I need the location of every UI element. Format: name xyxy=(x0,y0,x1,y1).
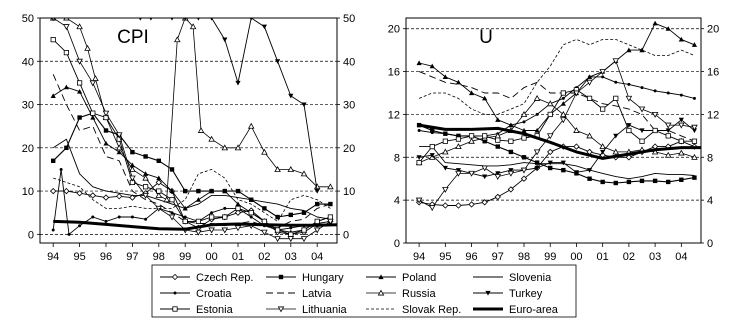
y-tick-label: 0 xyxy=(27,229,34,242)
data-point xyxy=(64,188,69,193)
data-point xyxy=(157,159,161,163)
data-point xyxy=(509,124,512,127)
cpi-series-hungary-line xyxy=(53,113,330,217)
data-point xyxy=(614,81,617,84)
cpi-series-lithuania-line xyxy=(53,18,330,239)
cpi-series-russia xyxy=(51,15,333,201)
data-point xyxy=(693,97,696,100)
y-tick-label: 8 xyxy=(393,152,400,165)
data-point xyxy=(614,181,618,185)
data-point xyxy=(548,101,553,106)
legend-label: Czech Rep. xyxy=(196,272,254,284)
data-point xyxy=(143,175,148,180)
data-point xyxy=(91,111,95,115)
data-point xyxy=(103,141,108,146)
data-point xyxy=(600,107,604,111)
chart-title: CPI xyxy=(117,27,149,48)
y-tick-label: 30 xyxy=(343,99,356,112)
y-tick-label: 4 xyxy=(707,195,714,208)
data-point xyxy=(443,203,448,208)
data-point xyxy=(561,91,565,95)
data-point xyxy=(456,137,460,141)
data-point xyxy=(548,166,552,170)
data-point xyxy=(666,134,670,138)
data-point xyxy=(561,168,565,172)
data-point xyxy=(51,93,56,98)
data-point xyxy=(184,216,187,219)
legend-label: Russia xyxy=(402,288,436,300)
data-point xyxy=(522,155,526,159)
data-point xyxy=(315,219,319,223)
data-point xyxy=(85,46,90,51)
x-tick-label: 04 xyxy=(675,251,688,263)
data-point xyxy=(443,139,447,143)
data-point xyxy=(522,136,526,140)
data-point xyxy=(131,216,134,219)
data-point xyxy=(78,224,81,227)
cpi-series-russia-line xyxy=(53,18,330,200)
data-point xyxy=(250,216,253,219)
data-point xyxy=(262,206,266,210)
cpi-series-slovenia xyxy=(53,139,330,219)
data-point xyxy=(170,198,174,202)
x-tick-label: 96 xyxy=(465,251,478,263)
y-tick-label: 8 xyxy=(707,152,714,165)
x-tick-label: 00 xyxy=(205,251,218,263)
x-tick-label: 02 xyxy=(258,251,271,263)
y-tick-label: 40 xyxy=(343,56,356,69)
y-tick-label: 20 xyxy=(343,142,356,155)
data-point xyxy=(183,219,187,223)
x-tick-label: 99 xyxy=(544,251,557,263)
data-point xyxy=(417,160,421,164)
cpi-series-poland-line xyxy=(53,87,330,232)
data-point xyxy=(640,179,644,183)
cpi-series-latvia xyxy=(53,74,330,228)
x-tick-label: 99 xyxy=(179,251,192,263)
data-point xyxy=(417,60,422,65)
data-point xyxy=(496,138,500,142)
data-point xyxy=(627,83,630,86)
data-point xyxy=(130,150,134,154)
x-tick-label: 03 xyxy=(284,251,297,263)
legend-label: Poland xyxy=(402,272,437,284)
legend-label: Latvia xyxy=(302,288,332,300)
data-point xyxy=(60,168,63,171)
data-point xyxy=(289,213,293,217)
y-tick-label: 50 xyxy=(343,13,356,25)
chart-title: U xyxy=(479,27,493,48)
plot-frame xyxy=(40,18,337,243)
cpi-series-lithuania xyxy=(51,16,333,241)
data-point xyxy=(175,37,180,42)
data-point xyxy=(196,219,200,223)
data-point xyxy=(64,25,69,30)
x-tick-label: 95 xyxy=(73,251,86,263)
y-tick-label: 10 xyxy=(21,186,34,199)
legend-label: Croatia xyxy=(196,288,232,300)
data-point xyxy=(77,81,81,85)
data-point xyxy=(302,228,306,232)
y-tick-label: 20 xyxy=(21,142,34,155)
data-point xyxy=(495,174,500,179)
legend-marker xyxy=(173,307,177,311)
data-point xyxy=(328,202,332,206)
data-point xyxy=(210,211,213,214)
data-point xyxy=(90,81,95,86)
data-point xyxy=(640,139,644,143)
data-point xyxy=(52,229,55,232)
data-point xyxy=(183,189,187,193)
data-point xyxy=(431,131,434,134)
x-tick-label: 01 xyxy=(596,251,609,263)
data-point xyxy=(588,75,591,78)
data-point xyxy=(679,178,683,182)
data-point xyxy=(198,128,203,133)
x-tick-label: 98 xyxy=(517,251,531,263)
data-point xyxy=(90,193,95,198)
legend-marker xyxy=(279,275,283,279)
data-point xyxy=(288,94,293,99)
data-point xyxy=(77,24,82,29)
data-point xyxy=(654,89,657,92)
cpi-series-euro-area-line xyxy=(53,221,337,229)
data-point xyxy=(456,144,461,149)
data-point xyxy=(236,189,240,193)
legend-label: Slovak Rep. xyxy=(402,304,462,316)
legend-label: Lithuania xyxy=(302,304,347,316)
data-point xyxy=(143,154,147,158)
data-point xyxy=(235,81,240,86)
data-point xyxy=(117,194,122,199)
data-point xyxy=(653,179,657,183)
data-point xyxy=(509,139,513,143)
data-point xyxy=(196,189,200,193)
x-tick-label: 97 xyxy=(491,251,504,263)
data-point xyxy=(469,202,474,207)
y-tick-label: 16 xyxy=(387,66,400,79)
data-point xyxy=(548,112,552,116)
data-point xyxy=(587,96,591,100)
data-point xyxy=(249,124,254,129)
data-point xyxy=(692,175,696,179)
y-tick-label: 12 xyxy=(387,109,400,122)
data-point xyxy=(51,37,55,41)
data-point xyxy=(64,146,68,150)
data-point xyxy=(289,232,293,236)
data-point xyxy=(222,38,227,43)
data-point xyxy=(223,215,227,219)
cpi-series-poland xyxy=(51,85,333,235)
data-point xyxy=(562,97,565,100)
cpi-series-slovenia-line xyxy=(53,139,330,219)
legend-label: Estonia xyxy=(196,304,233,316)
panel-cpi xyxy=(22,13,356,263)
data-point xyxy=(418,129,421,132)
data-point xyxy=(535,160,539,164)
data-point xyxy=(496,144,500,148)
x-tick-label: 94 xyxy=(47,251,60,263)
x-tick-label: 03 xyxy=(648,251,662,263)
data-point xyxy=(315,228,320,233)
data-point xyxy=(639,107,644,112)
data-point xyxy=(679,139,683,143)
data-point xyxy=(77,115,81,119)
data-point xyxy=(614,96,618,100)
data-point xyxy=(430,206,435,211)
data-point xyxy=(223,207,226,210)
y-tick-label: 10 xyxy=(343,186,356,199)
data-point xyxy=(275,228,279,232)
x-tick-label: 02 xyxy=(622,251,636,263)
data-point xyxy=(679,150,684,155)
legend xyxy=(152,265,576,317)
data-point xyxy=(627,128,631,132)
data-point xyxy=(456,203,461,208)
legend-label: Slovenia xyxy=(509,272,552,284)
legend-label: Turkey xyxy=(509,288,543,300)
y-tick-label: 0 xyxy=(343,229,350,242)
cpi-series-latvia-line xyxy=(53,74,330,228)
data-point xyxy=(118,216,121,219)
y-tick-label: 12 xyxy=(707,109,720,122)
data-point xyxy=(523,120,526,123)
series-layer xyxy=(51,15,337,241)
y-tick-label: 0 xyxy=(707,238,714,250)
y-tick-label: 20 xyxy=(707,23,720,36)
x-tick-label: 04 xyxy=(311,251,324,263)
data-point xyxy=(430,144,434,148)
data-point xyxy=(64,50,68,54)
data-point xyxy=(249,211,253,215)
data-point xyxy=(262,150,267,155)
data-point xyxy=(482,174,487,179)
data-point xyxy=(627,180,631,184)
data-point xyxy=(143,185,147,189)
data-point xyxy=(509,150,513,154)
data-point xyxy=(587,133,592,138)
data-point xyxy=(601,75,604,78)
data-point xyxy=(51,159,55,163)
data-point xyxy=(196,197,201,202)
data-point xyxy=(315,202,319,206)
data-point xyxy=(104,128,108,132)
data-point xyxy=(157,189,161,193)
data-point xyxy=(482,166,487,171)
data-point xyxy=(535,96,540,101)
data-point xyxy=(105,220,108,223)
data-point xyxy=(680,94,683,97)
data-point xyxy=(536,113,539,116)
y-tick-label: 16 xyxy=(707,66,720,79)
x-tick-label: 95 xyxy=(439,251,452,263)
data-point xyxy=(692,139,696,143)
y-tick-label: 20 xyxy=(387,23,400,36)
panel-u xyxy=(388,18,720,263)
data-point xyxy=(51,188,56,193)
data-point xyxy=(262,219,266,223)
data-point xyxy=(170,167,174,171)
data-point xyxy=(587,177,591,181)
legend-marker xyxy=(174,292,177,295)
x-tick-label: 96 xyxy=(99,251,113,263)
x-tick-label: 01 xyxy=(231,251,245,263)
data-point xyxy=(666,180,670,184)
data-point xyxy=(236,206,240,210)
data-point xyxy=(68,233,71,236)
data-point xyxy=(482,134,486,138)
data-point xyxy=(667,92,670,95)
y-tick-label: 30 xyxy=(21,99,34,112)
data-point xyxy=(600,180,604,184)
y-tick-label: 40 xyxy=(21,56,34,69)
series-layer xyxy=(417,21,701,210)
data-point xyxy=(641,86,644,89)
x-tick-label: 94 xyxy=(412,251,426,263)
data-point xyxy=(262,25,267,30)
data-point xyxy=(103,195,108,200)
data-point xyxy=(653,128,657,132)
y-tick-label: 50 xyxy=(21,13,34,25)
data-point xyxy=(93,76,98,81)
data-point xyxy=(91,216,94,219)
data-point xyxy=(653,21,658,26)
legend-label: Euro-area xyxy=(509,304,558,316)
x-tick-label: 98 xyxy=(152,251,165,263)
data-point xyxy=(144,218,147,221)
x-tick-label: 00 xyxy=(570,251,583,263)
data-point xyxy=(495,117,500,122)
y-tick-label: 0 xyxy=(393,238,400,250)
x-tick-label: 97 xyxy=(126,251,139,263)
data-point xyxy=(444,132,447,135)
u-series-croatia-line xyxy=(419,77,694,136)
data-point xyxy=(574,144,579,149)
data-point xyxy=(469,134,473,138)
data-point xyxy=(495,194,500,199)
data-point xyxy=(289,226,292,229)
cpi-series-euro-area xyxy=(53,221,337,229)
data-point xyxy=(328,215,332,219)
y-tick-label: 4 xyxy=(393,195,400,208)
data-point xyxy=(443,149,448,154)
data-point xyxy=(64,85,69,90)
legend-label: Hungary xyxy=(302,272,344,284)
cpi-series-estonia-line xyxy=(53,40,330,235)
data-point xyxy=(209,215,213,219)
